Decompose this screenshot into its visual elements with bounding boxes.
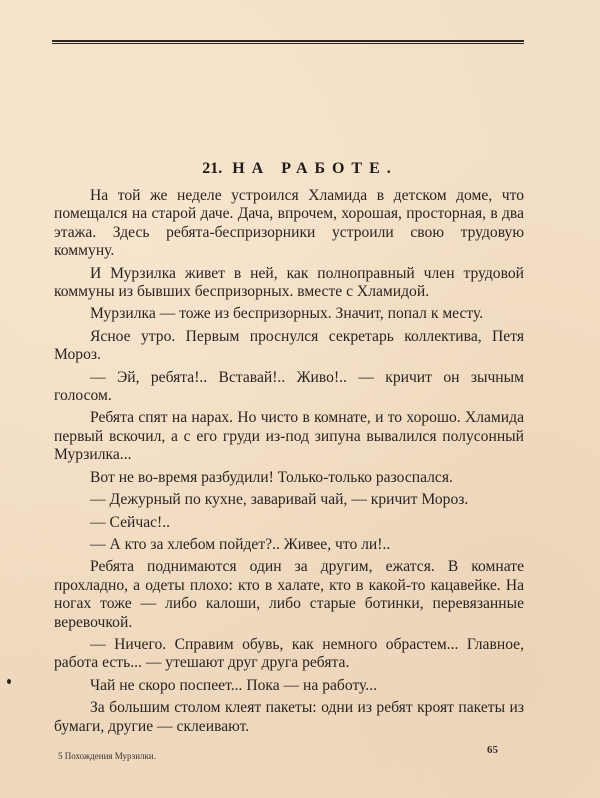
paragraph: Ребята спят на нарах. Но чисто в комнате, и то хорошо. Хламида первый вскочил, а с его груди из-под зипуна вывалился полусонный Мурзилка... [54,409,524,464]
chapter-title: НА РАБОТЕ. [232,160,398,177]
paragraph: — Ничего. Справим обувь, как немного обрастем... Главное, работа есть... — утешают друг друга ребята. [54,635,524,672]
top-double-rule [52,40,524,44]
paragraph: На той же неделе устроился Хламида в детском доме, что помещался на старой даче. Дача, впрочем, хорошая, просторная, в два этажа. Здесь ребята-беспризорники устроили свою трудовую коммуну. [54,187,524,260]
chapter-body [54,187,524,740]
paragraph: — Дежурный по кухне, заваривай чай, — кричит Мороз. [90,491,469,509]
paragraph: — Сейчас!.. [90,513,171,531]
paragraph: — А кто за хлебом пойдет?.. Живее, что ли!.. [90,535,391,553]
paragraph: Мурзилка — тоже из беспризорных. Значит, попал к месту. [90,305,484,323]
paragraph: За большим столом клеят пакеты: одни из ребят кроят пакеты из бумаги, другие — склеивают. [54,699,524,735]
chapter-heading [0,160,600,178]
chapter-number: 21. [202,160,223,177]
ink-spot [7,679,11,684]
paragraph: Ясное утро. Первым проснулся секретарь коллектива, Петя Мороз. [54,327,524,364]
signature-mark: 5 Похождения Мурзилки. [58,751,156,761]
paragraph: Ребята поднимаются один за другим, ежатся. В комнате прохладно, а одеты плохо: кто в халате, кто в какой-то кацавейке. На ногах тоже — либо калоши, либо старые ботинки, перевязанные веревочкой. [54,558,524,631]
paragraph: Вот не во-время разбудили! Только-только разоспался. [90,468,453,486]
page-number: 65 [487,744,498,756]
paragraph: Чай не скоро поспеет... Пока — на работу... [90,676,377,694]
paragraph: И Мурзилка живет в ней, как полноправный член трудовой коммуны из бывших беспризорных. вместе с Хламидой. [54,264,524,301]
paragraph: — Эй, ребята!.. Вставай!.. Живо!.. — кричит он зычным голосом. [54,368,524,405]
